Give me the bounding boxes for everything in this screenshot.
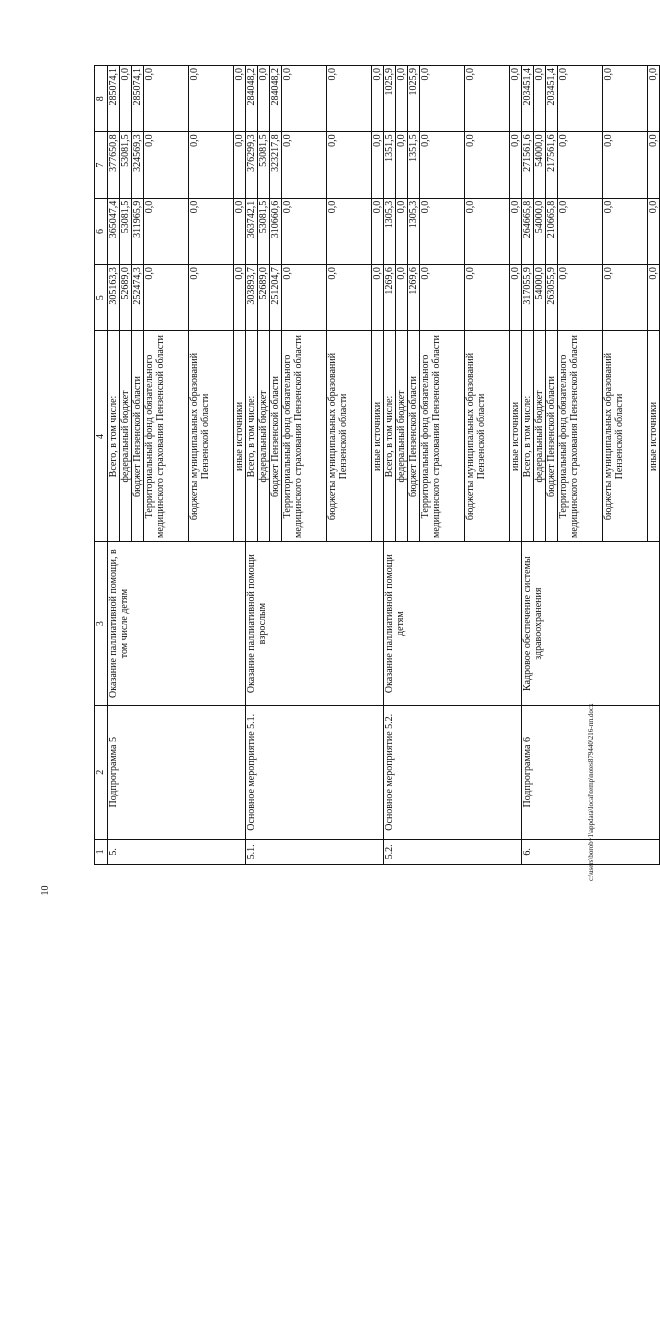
amount-cell-col8: 203451,4 (546, 66, 558, 132)
amount-cell-col6: 0,0 (558, 198, 603, 264)
amount-cell-col5: 252474,3 (132, 265, 144, 331)
header-cell: 5 (95, 265, 108, 331)
header-cell: 3 (95, 542, 108, 705)
header-cell: 1 (95, 839, 108, 864)
amount-cell-col7: 54000,0 (534, 132, 546, 198)
amount-cell-col7: 53081,5 (120, 132, 132, 198)
amount-cell-col8: 0,0 (648, 66, 660, 132)
amount-cell-col5: 0,0 (189, 265, 234, 331)
amount-cell-col7: 0,0 (372, 132, 384, 198)
item-number-cell: 5. (108, 839, 246, 864)
amount-cell-col7: 0,0 (465, 132, 510, 198)
amount-cell-col6: 0,0 (144, 198, 189, 264)
amount-cell-col8: 285074,1 (132, 66, 144, 132)
funding-source-cell: федеральный бюджет (120, 331, 132, 542)
amount-cell-col6: 264665,8 (522, 198, 534, 264)
amount-cell-col6: 54000,0 (534, 198, 546, 264)
amount-cell-col5: 0,0 (144, 265, 189, 331)
item-description-cell: Оказание паллиативной помощи взрослым (246, 542, 384, 705)
footer-file-path: c:\users\borob~1\appdata\local\temp\notes879440\216-пп.docx (587, 703, 595, 881)
amount-cell-col6: 0,0 (327, 198, 372, 264)
amount-cell-col8: 0,0 (282, 66, 327, 132)
funding-source-cell: бюджет Пензенской области (408, 331, 420, 542)
item-name-cell: Основное мероприятие 5.1. (246, 705, 384, 839)
amount-cell-col6: 311965,9 (132, 198, 144, 264)
amount-cell-col7: 0,0 (420, 132, 465, 198)
amount-cell-col6: 53081,5 (258, 198, 270, 264)
amount-cell-col8: 0,0 (420, 66, 465, 132)
amount-cell-col6: 210665,8 (546, 198, 558, 264)
amount-cell-col5: 0,0 (648, 265, 660, 331)
funding-source-cell: бюджеты муниципальных образований Пензенской области (603, 331, 648, 542)
header-cell: 4 (95, 331, 108, 542)
amount-cell-col6: 363742,1 (246, 198, 258, 264)
amount-cell-col8: 284048,2 (246, 66, 258, 132)
amount-cell-col5: 0,0 (372, 265, 384, 331)
funding-source-cell: иные источники (234, 331, 246, 542)
amount-cell-col8: 0,0 (144, 66, 189, 132)
funding-table-body (108, 66, 660, 865)
amount-cell-col7: 271561,6 (522, 132, 534, 198)
header-cell: 7 (95, 132, 108, 198)
amount-cell-col5: 0,0 (327, 265, 372, 331)
amount-cell-col5: 54000,0 (534, 265, 546, 331)
funding-source-cell: Всего, в том числе: (384, 331, 396, 542)
funding-source-cell: бюджеты муниципальных образований Пензенской области (465, 331, 510, 542)
item-number-cell: 5.1. (246, 839, 384, 864)
funding-source-cell: Всего, в том числе: (108, 331, 120, 542)
funding-source-cell: Всего, в том числе: (246, 331, 258, 542)
amount-cell-col8: 0,0 (534, 66, 546, 132)
amount-cell-col7: 0,0 (282, 132, 327, 198)
amount-cell-col6: 0,0 (282, 198, 327, 264)
table-row (108, 66, 120, 865)
amount-cell-col5: 1269,6 (384, 265, 396, 331)
funding-source-cell: Территориальный фонд обязательного медицинского страхования Пензенской области (282, 331, 327, 542)
amount-cell-col8: 1025,9 (384, 66, 396, 132)
amount-cell-col7: 0,0 (648, 132, 660, 198)
amount-cell-col8: 0,0 (372, 66, 384, 132)
amount-cell-col8: 284048,2 (270, 66, 282, 132)
amount-cell-col7: 0,0 (189, 132, 234, 198)
item-number-cell: 5.2. (384, 839, 522, 864)
funding-source-cell: бюджеты муниципальных образований Пензенской области (327, 331, 372, 542)
funding-source-cell: Всего, в том числе: (522, 331, 534, 542)
amount-cell-col5: 0,0 (603, 265, 648, 331)
page-number: 10 (40, 885, 51, 896)
amount-cell-col7: 0,0 (234, 132, 246, 198)
funding-source-cell: федеральный бюджет (258, 331, 270, 542)
amount-cell-col5: 317055,9 (522, 265, 534, 331)
amount-cell-col7: 0,0 (603, 132, 648, 198)
item-number-cell: 6. (522, 839, 660, 864)
amount-cell-col8: 203451,4 (522, 66, 534, 132)
table-row (384, 66, 396, 865)
amount-cell-col6: 365047,4 (108, 198, 120, 264)
amount-cell-col6: 53081,5 (120, 198, 132, 264)
amount-cell-col8: 0,0 (465, 66, 510, 132)
amount-cell-col5: 263055,9 (546, 265, 558, 331)
amount-cell-col6: 0,0 (189, 198, 234, 264)
header-row (95, 66, 108, 865)
amount-cell-col6: 0,0 (372, 198, 384, 264)
funding-source-cell: Территориальный фонд обязательного медицинского страхования Пензенской области (420, 331, 465, 542)
amount-cell-col5: 303893,7 (246, 265, 258, 331)
amount-cell-col6: 1305,3 (384, 198, 396, 264)
amount-cell-col7: 1351,5 (384, 132, 396, 198)
funding-source-cell: иные источники (372, 331, 384, 542)
amount-cell-col8: 0,0 (120, 66, 132, 132)
amount-cell-col6: 310660,6 (270, 198, 282, 264)
amount-cell-col6: 0,0 (603, 198, 648, 264)
amount-cell-col6: 0,0 (420, 198, 465, 264)
amount-cell-col6: 0,0 (234, 198, 246, 264)
item-description-cell: Кадровое обеспечение системы здравоохранения (522, 542, 660, 705)
amount-cell-col6: 0,0 (465, 198, 510, 264)
amount-cell-col6: 0,0 (648, 198, 660, 264)
amount-cell-col7: 0,0 (327, 132, 372, 198)
amount-cell-col5: 0,0 (234, 265, 246, 331)
funding-source-cell: иные источники (648, 331, 660, 542)
funding-source-cell: бюджеты муниципальных образований Пензенской области (189, 331, 234, 542)
amount-cell-col7: 377650,8 (108, 132, 120, 198)
item-description-cell: Оказание паллиативной помощи, в том числе детям (108, 542, 246, 705)
amount-cell-col6: 1305,3 (408, 198, 420, 264)
item-name-cell: Основное мероприятие 5.2. (384, 705, 522, 839)
header-cell: 8 (95, 66, 108, 132)
rotated-page-content (94, 65, 659, 865)
item-name-cell: Подпрограмма 6 (522, 705, 660, 839)
header-cell: 6 (95, 198, 108, 264)
amount-cell-col8: 0,0 (234, 66, 246, 132)
amount-cell-col7: 0,0 (396, 132, 408, 198)
amount-cell-col7: 0,0 (558, 132, 603, 198)
amount-cell-col5: 0,0 (558, 265, 603, 331)
amount-cell-col8: 0,0 (510, 66, 522, 132)
amount-cell-col7: 0,0 (144, 132, 189, 198)
amount-cell-col5: 52689,0 (120, 265, 132, 331)
amount-cell-col8: 0,0 (396, 66, 408, 132)
amount-cell-col8: 0,0 (558, 66, 603, 132)
amount-cell-col8: 0,0 (327, 66, 372, 132)
amount-cell-col6: 0,0 (396, 198, 408, 264)
funding-source-cell: бюджет Пензенской области (270, 331, 282, 542)
amount-cell-col5: 0,0 (420, 265, 465, 331)
header-cell: 2 (95, 705, 108, 839)
amount-cell-col7: 1351,5 (408, 132, 420, 198)
amount-cell-col5: 0,0 (396, 265, 408, 331)
amount-cell-col8: 0,0 (603, 66, 648, 132)
funding-source-cell: бюджет Пензенской области (132, 331, 144, 542)
item-description-cell: Оказание паллиативной помощи детям (384, 542, 522, 705)
amount-cell-col7: 53081,5 (258, 132, 270, 198)
funding-source-cell: иные источники (510, 331, 522, 542)
amount-cell-col5: 305163,3 (108, 265, 120, 331)
amount-cell-col8: 1025,9 (408, 66, 420, 132)
amount-cell-col7: 323217,8 (270, 132, 282, 198)
amount-cell-col5: 0,0 (510, 265, 522, 331)
amount-cell-col5: 0,0 (465, 265, 510, 331)
amount-cell-col7: 324569,3 (132, 132, 144, 198)
amount-cell-col5: 0,0 (282, 265, 327, 331)
table-row (522, 66, 534, 865)
funding-source-cell: Территориальный фонд обязательного медицинского страхования Пензенской области (144, 331, 189, 542)
amount-cell-col6: 0,0 (510, 198, 522, 264)
amount-cell-col8: 0,0 (189, 66, 234, 132)
amount-cell-col5: 1269,6 (408, 265, 420, 331)
amount-cell-col8: 0,0 (258, 66, 270, 132)
amount-cell-col5: 52689,0 (258, 265, 270, 331)
funding-source-cell: бюджет Пензенской области (546, 331, 558, 542)
amount-cell-col7: 217561,6 (546, 132, 558, 198)
funding-source-cell: федеральный бюджет (534, 331, 546, 542)
funding-source-cell: федеральный бюджет (396, 331, 408, 542)
table-row (246, 66, 258, 865)
item-name-cell: Подпрограмма 5 (108, 705, 246, 839)
amount-cell-col7: 0,0 (510, 132, 522, 198)
amount-cell-col5: 251204,7 (270, 265, 282, 331)
amount-cell-col7: 376299,3 (246, 132, 258, 198)
funding-source-cell: Территориальный фонд обязательного медицинского страхования Пензенской области (558, 331, 603, 542)
funding-table (94, 65, 660, 865)
amount-cell-col8: 285074,1 (108, 66, 120, 132)
